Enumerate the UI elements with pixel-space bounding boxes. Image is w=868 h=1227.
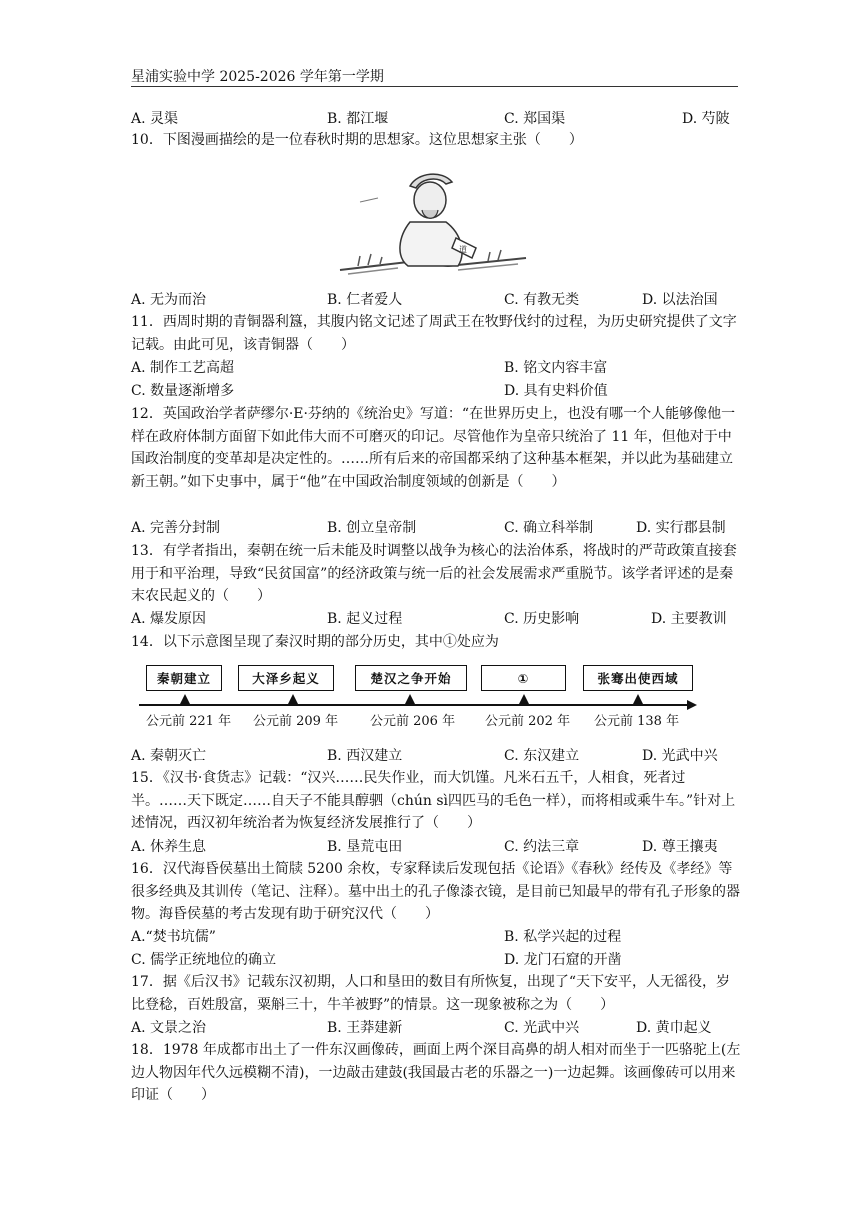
q16-option-c: C. 儒学正统地位的确立 — [131, 952, 277, 968]
q16-stem: 16．汉代海昏侯墓出土简牍 5200 余枚，专家释读后发现包括《论语》《春秋》经传及《孝经》等很多经典及其训传（笔记、注释）。墓中出土的孔子像漆衣镜，是目前已知最早的带有孔子形象的器物。海昏侯墓的考古发现有助于研究汉代（ ） — [131, 861, 740, 922]
timeline-marker-5 — [633, 694, 643, 704]
q12-stem: 12．英国政治学者萨缪尔·E·芬纳的《统治史》写道：“在世界历史上，也没有哪一个人能够像他一样在政府体制方面留下如此伟大而不可磨灭的印记。尽管他作为皇帝只统治了 11 年，但他对于中国政治制度的变革却是决定性的。……所有后来的帝国都采纳了这种基本框架，并以此为基础建立新王朝。”如下史事中，属于“他”在中国政治制度领域的创新是（ ） — [131, 406, 736, 490]
timeline-arrow — [687, 700, 697, 710]
timeline-marker-1 — [180, 694, 190, 704]
q15-option-b: B. 垦荒屯田 — [327, 839, 403, 855]
q15-option-c: C. 约法三章 — [504, 839, 580, 855]
page-header: 星浦实验中学 2025-2026 学年第一学期 — [131, 69, 384, 85]
q9-option-d: D. 芍陂 — [682, 111, 730, 127]
q10-option-d: D. 以法治国 — [642, 292, 718, 308]
q13-option-d: D. 主要教训 — [651, 611, 727, 627]
q12-option-d: D. 实行郡县制 — [636, 520, 726, 536]
timeline-date-2: 公元前 209 年 — [253, 714, 339, 729]
q11-option-d: D. 具有史料价值 — [504, 383, 608, 399]
q15-stem: 15．《汉书·食货志》记载：“汉兴……民失作业，而大饥馑。凡米石五千，人相食，死者过半。……天下既定……自天子不能具醇驷（chún sì四匹马的毛色一样），而将相或乘牛车。”针对上述情况，西汉初年统治者为恢复经济发展推行了（ ） — [131, 770, 736, 831]
cartoon-thinker-illustration — [338, 162, 528, 282]
timeline-marker-2 — [288, 694, 298, 704]
q10-option-a: A. 无为而治 — [131, 292, 207, 308]
q12-option-b: B. 创立皇帝制 — [327, 520, 417, 536]
q16-option-b: B. 私学兴起的过程 — [504, 929, 622, 945]
q17-option-d: D. 黄巾起义 — [636, 1020, 712, 1036]
q15-option-a: A. 休养生息 — [131, 839, 207, 855]
q14-stem: 14．以下示意图呈现了秦汉时期的部分历史，其中①处应为 — [131, 634, 499, 650]
q16-option-d: D. 龙门石窟的开凿 — [504, 952, 622, 968]
q10-option-c: C. 有教无类 — [504, 292, 580, 308]
q13-stem: 13．有学者指出，秦朝在统一后未能及时调整以战争为核心的法治体系，将战时的严苛政策直接套用于和平治理，导致“民贫国富”的经济政策与统一后的社会发展需求严重脱节。该学者评述的是秦末农民起义的（ ） — [131, 543, 737, 604]
q16-option-a: A.“焚书坑儒” — [131, 929, 216, 945]
q11-option-b: B. 铭文内容丰富 — [504, 360, 608, 376]
svg-text:道: 道 — [459, 245, 467, 254]
timeline-event-1: 秦朝建立 — [146, 665, 222, 691]
q9-option-b: B. 都江堰 — [327, 111, 389, 127]
q14-option-d: D. 光武中兴 — [642, 748, 718, 764]
timeline-event-3: 楚汉之争开始 — [355, 665, 467, 691]
q17-stem: 17．据《后汉书》记载东汉初期，人口和垦田的数目有所恢复，出现了“天下安平，人无徭役，岁比登稔，百姓殷富，粟斛三十，牛羊被野”的情景。这一现象被称之为（ ） — [131, 974, 730, 1013]
q13-option-b: B. 起义过程 — [327, 611, 403, 627]
timeline-event-4: ① — [481, 665, 566, 691]
timeline-date-4: 公元前 202 年 — [485, 714, 571, 729]
q9-option-a: A. 灵渠 — [131, 111, 179, 127]
q17-option-a: A. 文景之治 — [131, 1020, 207, 1036]
timeline-event-5: 张骞出使西域 — [583, 665, 693, 691]
header-rule — [131, 86, 738, 87]
q17-option-c: C. 光武中兴 — [504, 1020, 580, 1036]
q17-option-b: B. 王莽建新 — [327, 1020, 403, 1036]
timeline-marker-3 — [405, 694, 415, 704]
q15-option-d: D. 尊王攘夷 — [642, 839, 718, 855]
timeline-date-3: 公元前 206 年 — [370, 714, 456, 729]
q11-option-a: A. 制作工艺高超 — [131, 360, 235, 376]
timeline-marker-4 — [519, 694, 529, 704]
q12-option-c: C. 确立科举制 — [504, 520, 594, 536]
q9-option-c: C. 郑国渠 — [504, 111, 566, 127]
q14-option-b: B. 西汉建立 — [327, 748, 403, 764]
timeline-axis — [139, 704, 689, 706]
q10-stem: 10．下图漫画描绘的是一位春秋时期的思想家。这位思想家主张（ ） — [131, 132, 583, 148]
q13-option-a: A. 爆发原因 — [131, 611, 207, 627]
q10-option-b: B. 仁者爱人 — [327, 292, 403, 308]
q14-option-c: C. 东汉建立 — [504, 748, 580, 764]
q13-option-c: C. 历史影响 — [504, 611, 580, 627]
timeline-event-2: 大泽乡起义 — [238, 665, 334, 691]
q11-option-c: C. 数量逐渐增多 — [131, 383, 235, 399]
q12-option-a: A. 完善分封制 — [131, 520, 221, 536]
timeline-date-1: 公元前 221 年 — [146, 714, 232, 729]
q11-stem: 11．西周时期的青铜器利簋，其腹内铭文记述了周武王在牧野伐纣的过程，为历史研究提供了文字记载。由此可见，该青铜器（ ） — [131, 314, 737, 353]
q14-option-a: A. 秦朝灭亡 — [131, 748, 207, 764]
timeline-date-5: 公元前 138 年 — [594, 714, 680, 729]
q18-stem: 18．1978 年成都市出土了一件东汉画像砖，画面上两个深目高鼻的胡人相对而坐于一匹骆驼上(左边人物因年代久远模糊不清)，一边敲击建鼓(我国最古老的乐器之一)一边起舞。该画像砖可以用来印证（ ） — [131, 1042, 741, 1103]
